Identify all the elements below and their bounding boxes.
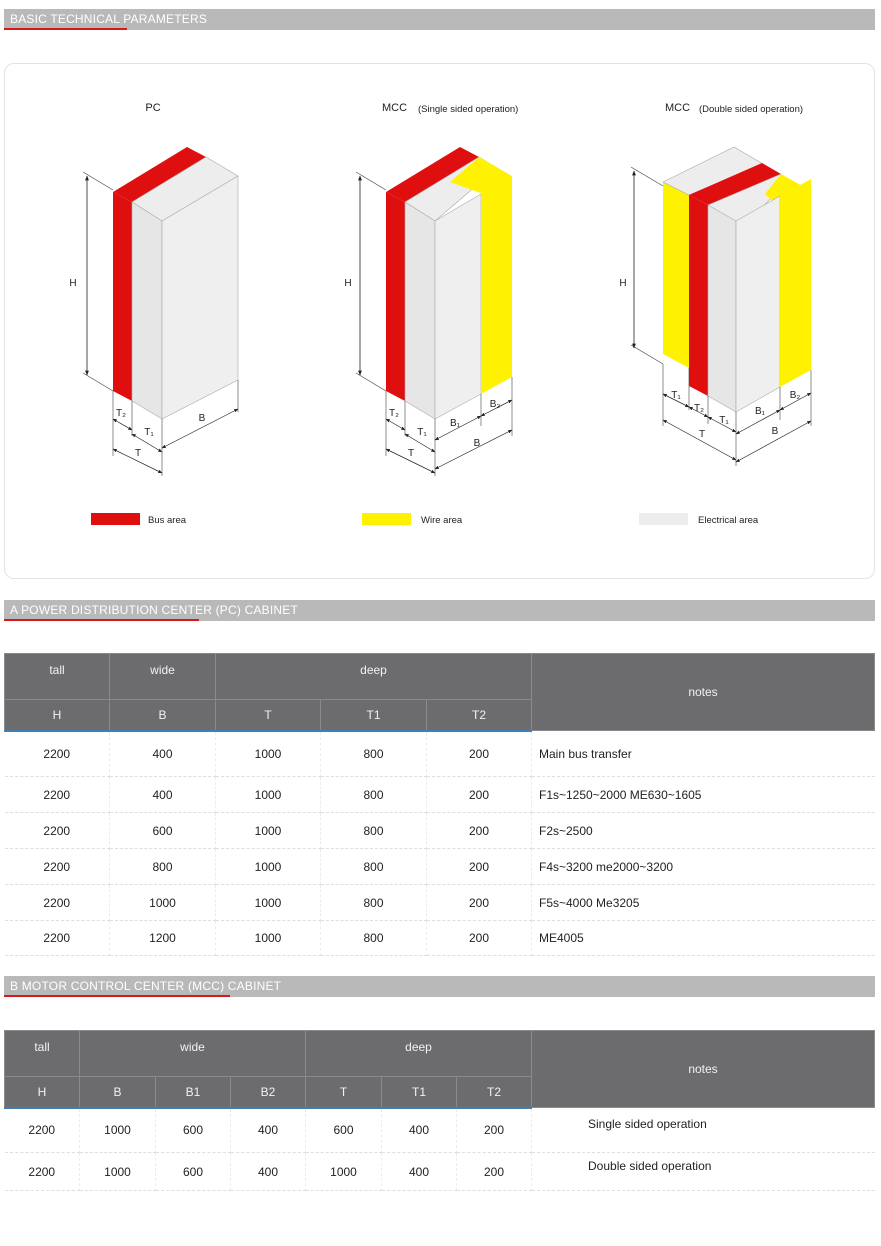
pc-bus-area-front bbox=[113, 192, 132, 401]
header-t: T bbox=[306, 1077, 382, 1108]
mcc-single-t1-label: T₁ bbox=[417, 427, 427, 438]
cell-notes: Double sided operation bbox=[532, 1153, 875, 1191]
mcc-single-t-label: T bbox=[407, 448, 415, 459]
cell-t: 1000 bbox=[216, 777, 321, 813]
cell-t1: 800 bbox=[321, 849, 427, 885]
header-b1: B1 bbox=[156, 1077, 231, 1108]
mcc-double-t2-label: T₂ bbox=[694, 403, 704, 414]
mcc-single-electrical-side bbox=[435, 194, 481, 419]
pc-electrical-area-front bbox=[132, 202, 162, 419]
cell-b: 600 bbox=[110, 813, 216, 849]
cell-t: 600 bbox=[306, 1108, 382, 1153]
mcc-double-cabinet-diagram bbox=[619, 102, 811, 466]
cell-t1: 800 bbox=[321, 921, 427, 956]
cell-t2: 200 bbox=[427, 885, 532, 921]
mcc-single-electrical-front bbox=[405, 202, 435, 419]
mcc-double-title: MCC bbox=[665, 102, 691, 114]
header-notes: notes bbox=[532, 654, 875, 731]
mcc-single-t2-label: T₂ bbox=[389, 408, 399, 419]
cell-b: 1000 bbox=[110, 885, 216, 921]
cell-t: 1000 bbox=[216, 921, 321, 956]
cell-t2: 200 bbox=[427, 921, 532, 956]
table-row bbox=[5, 731, 875, 777]
pc-b-label: B bbox=[198, 413, 206, 424]
mcc-single-b2-label: B₂ bbox=[489, 399, 501, 410]
header-deep: deep bbox=[216, 654, 532, 700]
section-header-basic bbox=[4, 9, 875, 30]
cell-t: 1000 bbox=[216, 885, 321, 921]
cell-b: 400 bbox=[110, 731, 216, 777]
pc-t2-label: T₂ bbox=[116, 408, 126, 419]
mcc-double-electrical-front bbox=[708, 205, 736, 412]
cell-t1: 400 bbox=[382, 1153, 457, 1191]
cell-t2: 200 bbox=[427, 813, 532, 849]
cell-h: 2200 bbox=[5, 885, 110, 921]
cell-h: 2200 bbox=[5, 921, 110, 956]
cell-b2: 400 bbox=[231, 1108, 306, 1153]
header-t1: T1 bbox=[321, 700, 427, 731]
mcc-double-t-label: T bbox=[698, 429, 706, 440]
mcc-single-title: MCC bbox=[382, 102, 408, 114]
header-t: T bbox=[216, 700, 321, 731]
legend-bus-label: Bus area bbox=[148, 515, 187, 526]
section-header-pc bbox=[4, 600, 875, 621]
mcc-double-electrical-side bbox=[736, 196, 780, 412]
cell-b: 800 bbox=[110, 849, 216, 885]
header-t2: T2 bbox=[457, 1077, 532, 1108]
mcc-cabinet-table bbox=[4, 1030, 875, 1191]
cell-h: 2200 bbox=[5, 1108, 80, 1153]
cell-t2: 200 bbox=[427, 849, 532, 885]
header-b: B bbox=[80, 1077, 156, 1108]
header-t1: T1 bbox=[382, 1077, 457, 1108]
mcc-single-b-label: B bbox=[473, 438, 481, 449]
cell-t2: 200 bbox=[457, 1153, 532, 1191]
table-row bbox=[5, 813, 875, 849]
pc-cabinet-diagram bbox=[69, 102, 238, 476]
cell-t1: 800 bbox=[321, 731, 427, 777]
mcc-double-t1-rear-label: T₁ bbox=[671, 390, 681, 401]
mcc-double-b2-label: B₂ bbox=[789, 390, 801, 401]
header-wide: wide bbox=[80, 1031, 306, 1077]
cell-b: 400 bbox=[110, 777, 216, 813]
cell-b: 1000 bbox=[80, 1153, 156, 1191]
cell-h: 2200 bbox=[5, 777, 110, 813]
legend-bus-swatch bbox=[91, 513, 140, 525]
cell-notes: F5s~4000 Me3205 bbox=[532, 885, 875, 921]
cell-t2: 200 bbox=[457, 1108, 532, 1153]
mcc-double-b-label: B bbox=[771, 426, 779, 437]
table-row bbox=[5, 777, 875, 813]
mcc-double-wire-side bbox=[780, 179, 811, 387]
table-row bbox=[5, 885, 875, 921]
pc-title: PC bbox=[145, 102, 161, 114]
section-title: B MOTOR CONTROL CENTER (MCC) CABINET bbox=[10, 979, 282, 993]
table-row bbox=[5, 1108, 875, 1153]
cell-b: 1000 bbox=[80, 1108, 156, 1153]
cell-b1: 600 bbox=[156, 1108, 231, 1153]
cell-notes: Main bus transfer bbox=[532, 731, 875, 777]
pc-t-label: T bbox=[134, 448, 142, 459]
legend-wire-swatch bbox=[362, 513, 411, 525]
mcc-double-t1-front-label: T₁ bbox=[719, 415, 729, 426]
cell-t: 1000 bbox=[306, 1153, 382, 1191]
cell-t: 1000 bbox=[216, 731, 321, 777]
cell-notes: F4s~3200 me2000~3200 bbox=[532, 849, 875, 885]
mcc-double-b1-label: B₁ bbox=[754, 406, 766, 417]
header-t2: T2 bbox=[427, 700, 532, 731]
legend-wire-label: Wire area bbox=[421, 515, 463, 526]
cell-notes: Single sided operation bbox=[532, 1108, 875, 1153]
cell-t1: 800 bbox=[321, 885, 427, 921]
mcc-double-subtitle: (Double sided operation) bbox=[699, 104, 804, 115]
section-title: A POWER DISTRIBUTION CENTER (PC) CABINET bbox=[10, 603, 299, 617]
cell-t: 1000 bbox=[216, 849, 321, 885]
cell-notes: F2s~2500 bbox=[532, 813, 875, 849]
header-notes: notes bbox=[532, 1031, 875, 1108]
legend bbox=[91, 513, 759, 526]
mcc-single-h-label: H bbox=[344, 278, 352, 289]
header-wide: wide bbox=[110, 654, 216, 700]
mcc-single-bus-front bbox=[386, 192, 405, 401]
header-h: H bbox=[5, 1077, 80, 1108]
cell-b: 1200 bbox=[110, 921, 216, 956]
cell-h: 2200 bbox=[5, 813, 110, 849]
cell-h: 2200 bbox=[5, 731, 110, 777]
mcc-single-subtitle: (Single sided operation) bbox=[418, 104, 519, 115]
cell-t1: 800 bbox=[321, 777, 427, 813]
cell-t1: 400 bbox=[382, 1108, 457, 1153]
cell-h: 2200 bbox=[5, 1153, 80, 1191]
header-b: B bbox=[110, 700, 216, 731]
cell-t2: 200 bbox=[427, 777, 532, 813]
pc-t1-label: T₁ bbox=[144, 427, 154, 438]
mcc-single-b1-label: B₁ bbox=[449, 418, 461, 429]
table-row bbox=[5, 849, 875, 885]
cell-t1: 800 bbox=[321, 813, 427, 849]
cell-b2: 400 bbox=[231, 1153, 306, 1191]
legend-electrical-swatch bbox=[639, 513, 688, 525]
header-deep: deep bbox=[306, 1031, 532, 1077]
section-title: BASIC TECHNICAL PARAMETERS bbox=[10, 12, 208, 26]
legend-electrical-label: Electrical area bbox=[698, 515, 759, 526]
mcc-single-wire-side bbox=[481, 176, 512, 394]
header-tall: tall bbox=[5, 1031, 80, 1077]
cell-b1: 600 bbox=[156, 1153, 231, 1191]
header-h: H bbox=[5, 700, 110, 731]
pc-h-label: H bbox=[69, 278, 77, 289]
cabinet-diagram-card bbox=[4, 63, 875, 579]
mcc-double-h-label: H bbox=[619, 278, 627, 289]
section-header-mcc bbox=[4, 976, 875, 997]
mcc-single-cabinet-diagram bbox=[344, 102, 518, 476]
cell-t2: 200 bbox=[427, 731, 532, 777]
mcc-double-bus-front bbox=[689, 195, 708, 396]
pc-cabinet-table bbox=[4, 653, 875, 956]
cell-notes: ME4005 bbox=[532, 921, 875, 956]
header-tall: tall bbox=[5, 654, 110, 700]
cabinet-diagrams bbox=[5, 64, 876, 580]
header-b2: B2 bbox=[231, 1077, 306, 1108]
cell-h: 2200 bbox=[5, 849, 110, 885]
table-row bbox=[5, 921, 875, 956]
table-row bbox=[5, 1153, 875, 1191]
mcc-double-wire-front bbox=[663, 182, 689, 368]
cell-notes: F1s~1250~2000 ME630~1605 bbox=[532, 777, 875, 813]
cell-t: 1000 bbox=[216, 813, 321, 849]
